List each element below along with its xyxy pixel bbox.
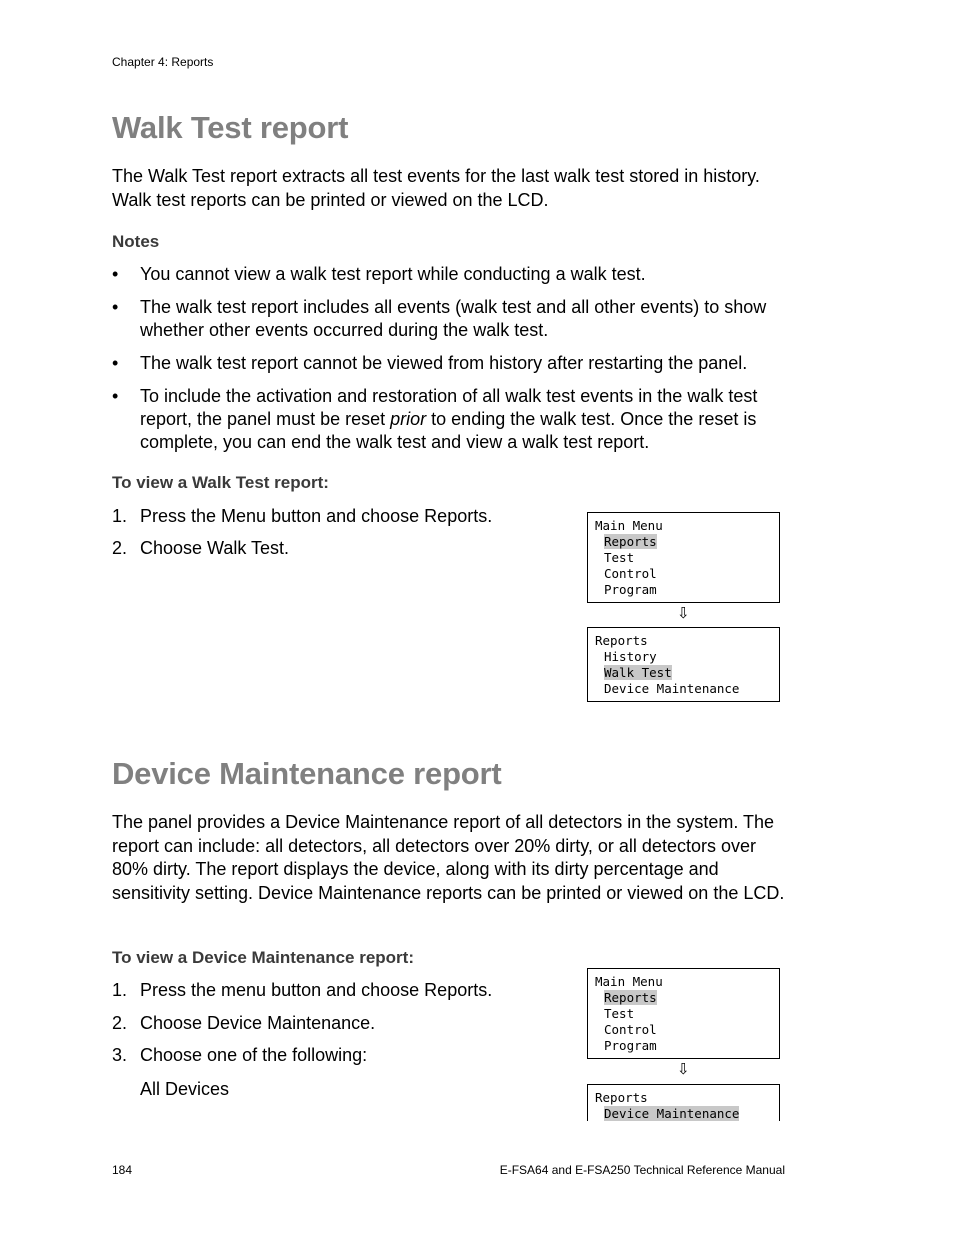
step-text: Press the menu button and choose Reports. bbox=[140, 980, 493, 1000]
bullet-icon: • bbox=[112, 386, 119, 406]
lcd-item: Device Maintenance bbox=[604, 681, 740, 696]
step-text: Press the Menu button and choose Reports. bbox=[140, 506, 493, 526]
lcd-item-selected: Reports bbox=[604, 534, 657, 549]
lcd-reports-menu bbox=[587, 1084, 780, 1121]
lcd-title: Reports bbox=[595, 633, 648, 648]
running-header: Chapter 4: Reports bbox=[112, 55, 214, 69]
step-number: 1. bbox=[112, 980, 128, 1000]
down-arrow-icon: ⇩ bbox=[677, 1060, 690, 1078]
bullet-icon: • bbox=[112, 297, 119, 317]
note-text: The walk test report includes all events (walk test and all other events) to show whether other events occurred during the walk test. bbox=[140, 297, 767, 340]
step-number: 2. bbox=[112, 1013, 128, 1033]
step-number: 3. bbox=[112, 1045, 128, 1065]
lcd-item: Program bbox=[604, 582, 657, 597]
step-number: 2. bbox=[112, 538, 128, 558]
lcd-item: Control bbox=[604, 566, 657, 581]
note-emphasis: prior bbox=[390, 409, 427, 429]
lcd-item-selected: Device Maintenance bbox=[604, 1106, 740, 1121]
step-text: Choose one of the following: bbox=[140, 1045, 368, 1065]
lcd-reports-menu bbox=[587, 627, 780, 702]
lcd-main-menu bbox=[587, 968, 780, 1059]
lcd-title: Main Menu bbox=[595, 974, 663, 989]
lcd-item: Test bbox=[604, 1006, 635, 1021]
lcd-main-menu bbox=[587, 512, 780, 603]
notes-heading: Notes bbox=[112, 232, 160, 251]
note-text bbox=[140, 385, 790, 454]
bullet-icon: • bbox=[112, 353, 119, 373]
note-text-part: to ending the walk test. Once the reset is complete, you can end the walk test and view a walk test report. bbox=[140, 409, 757, 452]
device-maintenance-intro: The panel provides a Device Maintenance report of all detectors in the system. The report can include: all detectors, all detectors over 20% dirty, or all detectors over 80% dirty. The report displays the device, along with its dirty percentage and sensitivity setting. Device Maintenance reports can be printed or viewed on the LCD. bbox=[112, 812, 785, 903]
page-number: 184 bbox=[112, 1163, 133, 1177]
down-arrow-icon: ⇩ bbox=[677, 604, 690, 622]
note-text: The walk test report cannot be viewed from history after restarting the panel. bbox=[140, 353, 748, 373]
device-maintenance-title: Device Maintenance report bbox=[112, 756, 502, 791]
lcd-title: Reports bbox=[595, 1090, 648, 1105]
lcd-title: Main Menu bbox=[595, 518, 663, 533]
lcd-item-selected: Walk Test bbox=[604, 665, 672, 680]
option-all-devices: All Devices bbox=[140, 1079, 230, 1099]
note-text-part: To include the activation and restoration of all walk test events in the walk test report, the panel must be reset bbox=[140, 386, 758, 429]
lcd-item: History bbox=[604, 649, 657, 664]
walk-test-procedure-heading: To view a Walk Test report: bbox=[112, 473, 329, 492]
lcd-item: Control bbox=[604, 1022, 657, 1037]
note-text: You cannot view a walk test report while conducting a walk test. bbox=[140, 264, 646, 284]
step-text: Choose Device Maintenance. bbox=[140, 1013, 376, 1033]
walk-test-intro: The Walk Test report extracts all test events for the last walk test stored in history. Walk test reports can be printed or viewed on the LCD. bbox=[112, 166, 760, 210]
bullet-icon: • bbox=[112, 264, 119, 284]
step-number: 1. bbox=[112, 506, 128, 526]
walk-test-title: Walk Test report bbox=[112, 110, 349, 145]
lcd-item: Program bbox=[604, 1038, 657, 1053]
lcd-item-selected: Reports bbox=[604, 990, 657, 1005]
lcd-item: Test bbox=[604, 550, 635, 565]
device-maintenance-procedure-heading: To view a Device Maintenance report: bbox=[112, 948, 414, 967]
manual-title: E-FSA64 and E-FSA250 Technical Reference Manual bbox=[499, 1163, 785, 1177]
step-text: Choose Walk Test. bbox=[140, 538, 290, 558]
